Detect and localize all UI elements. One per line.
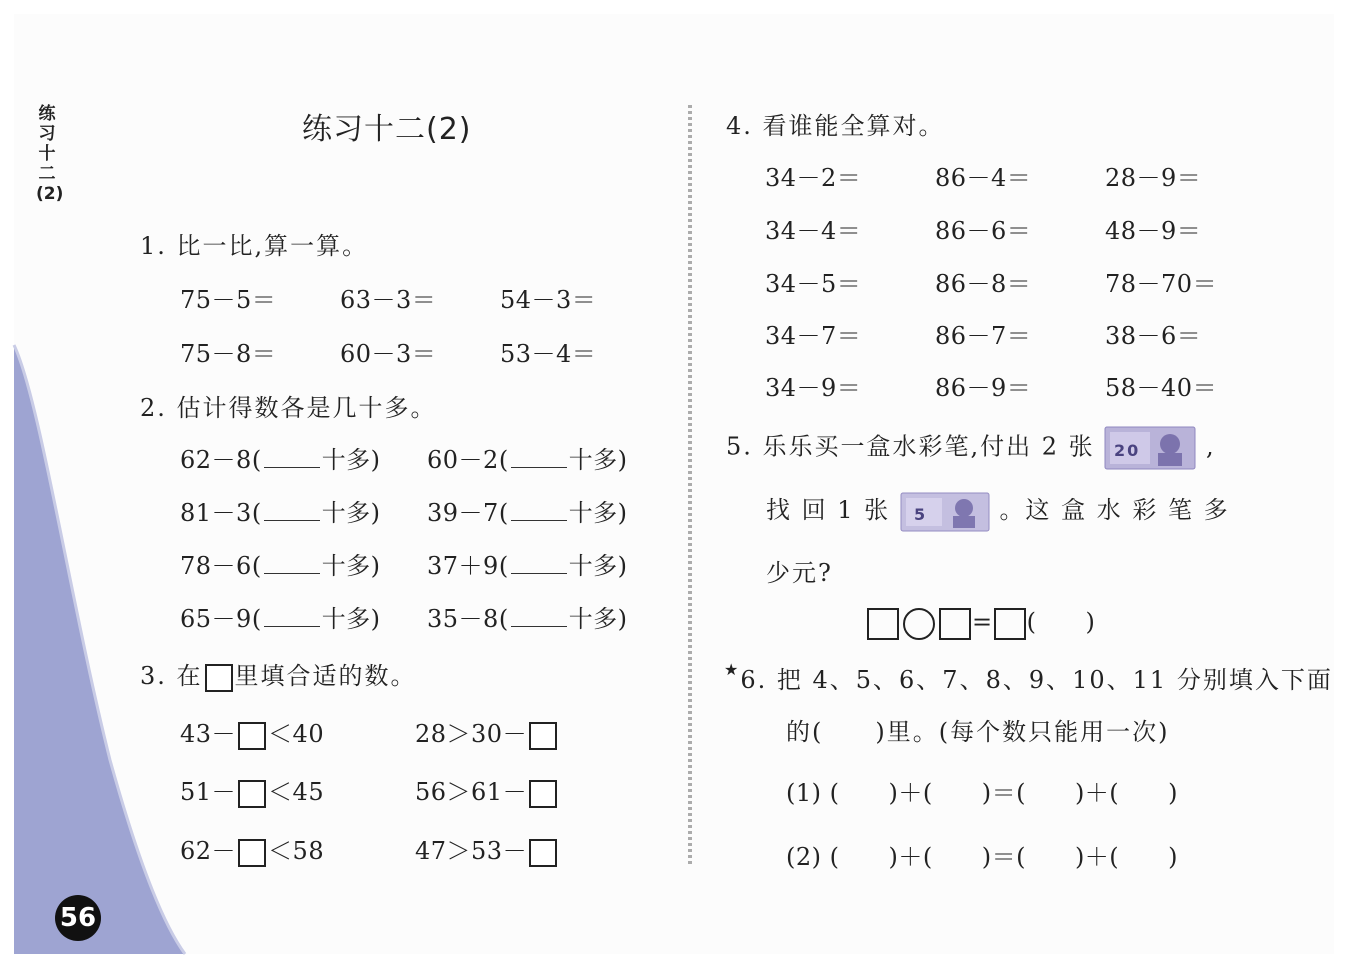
q2-item: 81－3( 十多)	[180, 499, 381, 527]
answer-blank[interactable]	[264, 606, 320, 627]
q4-expr: 86－8＝	[935, 270, 1032, 298]
answer-box[interactable]	[994, 608, 1026, 640]
q1-expr: 63－3＝	[340, 286, 437, 314]
answer-box[interactable]	[238, 722, 266, 750]
q5-line1: 5. 乐乐买一盒水彩笔,付出 2 张 20 ,	[726, 426, 1216, 470]
answer-blank[interactable]	[511, 606, 567, 627]
answer-box[interactable]	[529, 780, 557, 808]
q1-expr: 54－3＝	[500, 286, 597, 314]
q3-item: 28＞30－	[415, 714, 559, 750]
q2-item: 39－7( 十多)	[427, 499, 628, 527]
answer-box[interactable]	[529, 839, 557, 867]
q3-item: 51－ ＜45	[180, 778, 325, 806]
side-title: 练习十二(2)	[36, 104, 64, 204]
page-title: 练习十二(2)	[302, 112, 472, 147]
answer-blank[interactable]	[264, 553, 320, 574]
answer-box[interactable]	[867, 608, 899, 640]
answer-box[interactable]	[238, 839, 266, 867]
answer-blank[interactable]	[264, 500, 320, 521]
q4-heading: 4. 看谁能全算对。	[726, 112, 945, 140]
q4-expr: 34－2＝	[765, 164, 862, 192]
q4-expr: 34－4＝	[765, 217, 862, 245]
q6-line1: ★6. 把 4、5、6、7、8、9、10、11 分别填入下面	[724, 660, 1333, 694]
answer-box[interactable]	[939, 608, 971, 640]
q1-expr: 75－8＝	[180, 340, 277, 368]
answer-blank[interactable]	[511, 500, 567, 521]
page-number-badge: 56	[55, 895, 101, 941]
q4-expr: 38－6＝	[1105, 322, 1202, 350]
q6-line2: 的( )里。(每个数只能用一次)	[786, 718, 1170, 746]
q4-expr: 34－7＝	[765, 322, 862, 350]
q6-row: (2) ( )＋( )＝( )＋( )	[786, 843, 1179, 871]
q3-heading: 3. 在 里填合适的数。	[140, 662, 417, 690]
q4-expr: 48－9＝	[1105, 217, 1202, 245]
q2-item: 35－8( 十多)	[427, 605, 628, 633]
column-divider	[688, 105, 692, 865]
rmb-5-banknote-image	[900, 492, 990, 532]
q2-item: 37＋9( 十多)	[427, 552, 628, 580]
q1-expr: 60－3＝	[340, 340, 437, 368]
q1-expr: 75－5＝	[180, 286, 277, 314]
q1-heading: 1. 比一比,算一算。	[140, 232, 369, 260]
rmb-20-banknote-image	[1104, 426, 1196, 470]
q4-expr: 34－5＝	[765, 270, 862, 298]
q2-item: 60－2( 十多)	[427, 446, 628, 474]
q2-item: 78－6( 十多)	[180, 552, 381, 580]
q3-item: 43－ ＜40	[180, 720, 325, 748]
q4-expr: 86－4＝	[935, 164, 1032, 192]
q5-answer-equation: = ( )	[866, 602, 1095, 640]
q3-item: 62－ ＜58	[180, 837, 325, 865]
q4-expr: 78－70＝	[1105, 270, 1218, 298]
q4-expr: 58－40＝	[1105, 374, 1218, 402]
q2-item: 65－9( 十多)	[180, 605, 381, 633]
answer-box[interactable]	[238, 780, 266, 808]
q1-expr: 53－4＝	[500, 340, 597, 368]
answer-blank[interactable]	[511, 447, 567, 468]
q5-line3: 少元?	[766, 559, 833, 587]
star-icon: ★	[724, 660, 741, 679]
answer-blank[interactable]	[511, 553, 567, 574]
q4-expr: 86－9＝	[935, 374, 1032, 402]
q2-heading: 2. 估计得数各是几十多。	[140, 394, 437, 422]
box-symbol	[205, 664, 233, 692]
answer-blank[interactable]	[264, 447, 320, 468]
q4-expr: 34－9＝	[765, 374, 862, 402]
operator-circle[interactable]	[903, 608, 935, 640]
q4-expr: 86－7＝	[935, 322, 1032, 350]
q5-line2: 找 回 1 张 5 。这 盒 水 彩 笔 多	[766, 490, 1230, 532]
q4-expr: 28－9＝	[1105, 164, 1202, 192]
q2-item: 62－8( 十多)	[180, 446, 381, 474]
q3-item: 47＞53－	[415, 831, 559, 867]
q4-expr: 86－6＝	[935, 217, 1032, 245]
q6-row: (1) ( )＋( )＝( )＋( )	[786, 779, 1179, 807]
q3-item: 56＞61－	[415, 772, 559, 808]
svg-text:20: 20	[1114, 441, 1141, 460]
svg-text:5: 5	[913, 504, 927, 524]
answer-box[interactable]	[529, 722, 557, 750]
